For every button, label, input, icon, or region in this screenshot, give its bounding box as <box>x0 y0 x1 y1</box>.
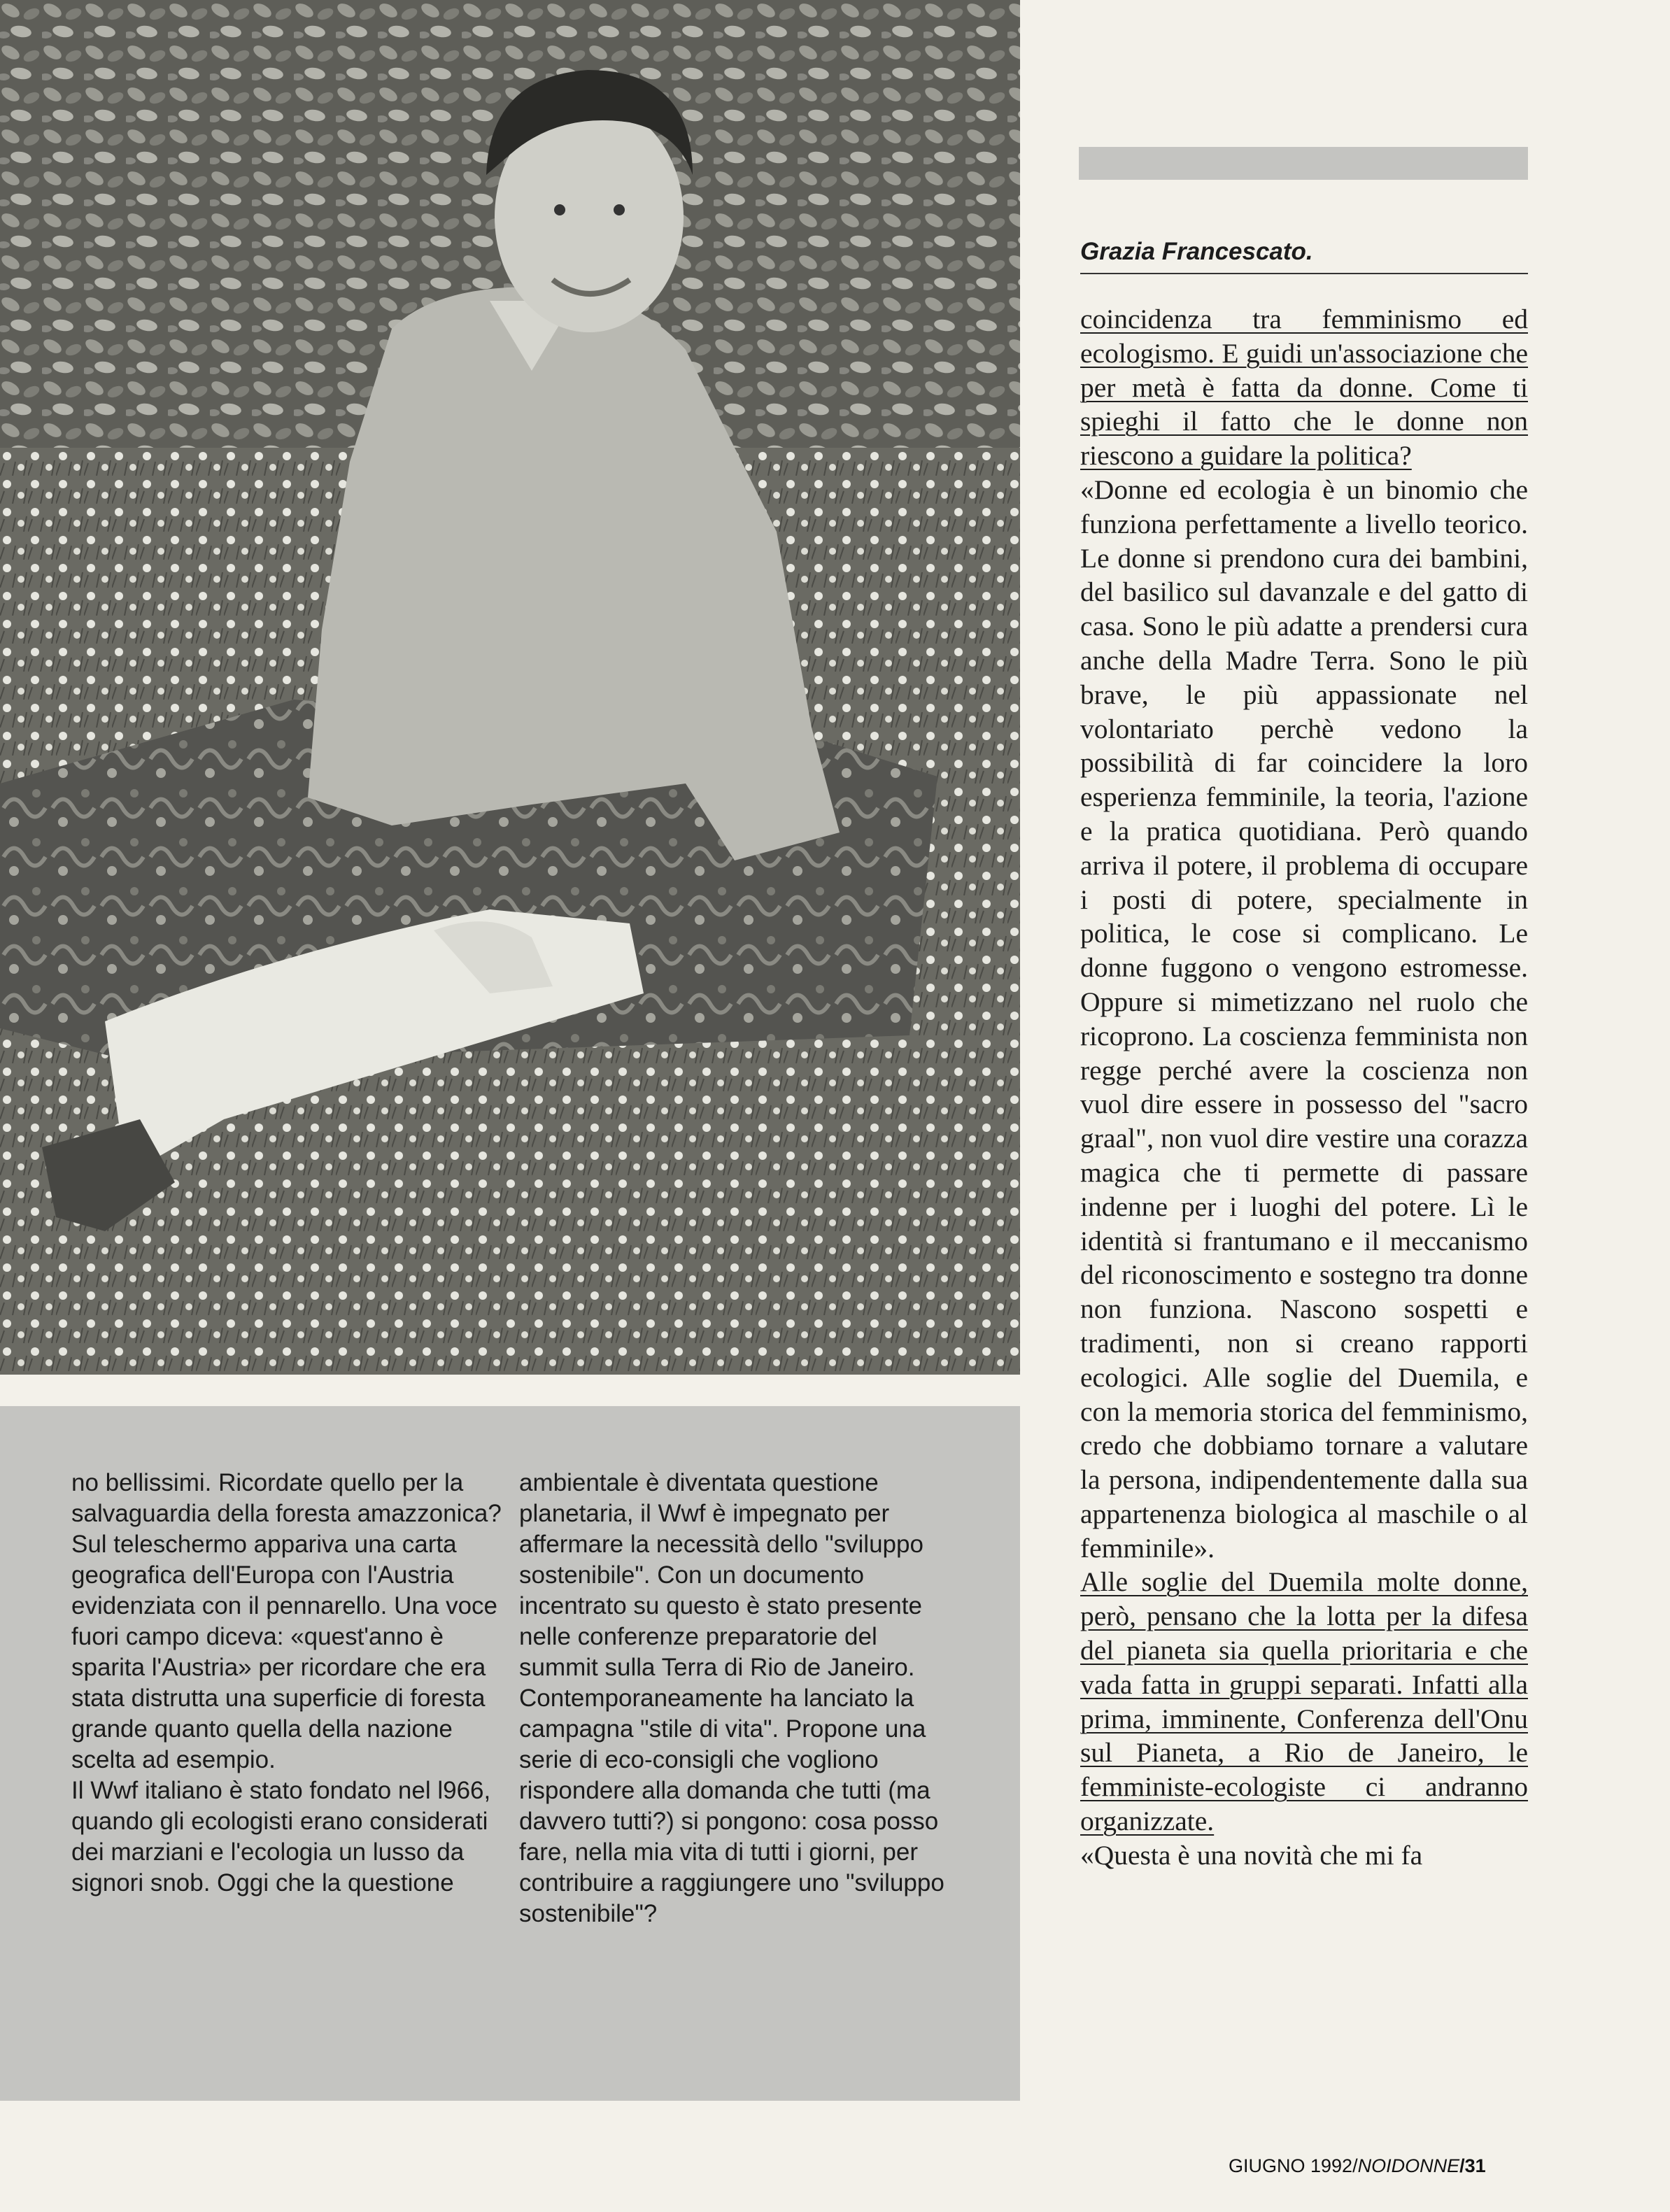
photo-illustration <box>0 0 1020 1375</box>
interview-column <box>1080 302 1528 1873</box>
interview-answer: «Donne ed ecologia è un binomio che funziona perfettamente a livello teorico. Le donne si prendono cura dei bambini, del basilico sul davanzale e del gatto di casa. Sono le più adatte a prendersi cura anche della Madre Terra. Sono le più brave, le più appassionate nel volontariato perchè vedono la possibilità di far coincidere la loro esperienza femminile, la teoria, l'azione e la pratica quotidiana. Però quando arriva il potere, il problema di occupare i posti di potere, specialmente in politica, le cose si complicano. Le donne fuggono o vengono estromesse. Oppure si mimetizzano nel ruolo che ricoprono. La coscienza femminista non regge perché avere la coscienza non vuol dire essere in possesso del "sacro graal", non vuol dire vestire una corazza magica che ti permette di passare indenne per i luoghi del potere. Lì le identità si frantumano e il meccanismo del riconoscimento e sostegno tra donne non funziona. Nascono sospetti e tradimenti, non si creano rapporti ecologici. Alle soglie del Duemila, e con la memoria storica del femminismo, credo che dobbiamo tornare a valutare la persona, indipendentemente dalla sua appartenenza biologica al maschile o al femminile». <box>1080 474 1528 1564</box>
photo-caption: Grazia Francescato. <box>1080 236 1528 274</box>
portrait-photo <box>0 0 1020 1375</box>
paragraph: ambientale è diventata questione planetaria, il Wwf è impegnato per affermare la necessità dello "sviluppo sostenibile". Con un documento incentrato su questo è stato presente nelle conferenze preparatorie del summit sulla Terra di Rio de Janeiro. Contemporaneamente ha lanciato la campagna "stile di vita". Propone una serie di eco-consigli che vogliono rispondere alla domanda che tutti (ma davvero tutti?) si pongono: cosa posso fare, nella mia vita di tutti i giorni, per contribuire a raggiungere uno "sviluppo sostenibile"? <box>519 1469 944 1927</box>
issue-date: GIUGNO 1992/ <box>1229 2155 1358 2176</box>
page-footer <box>1229 2155 1486 2177</box>
interview-question: Alle soglie del Duemila molte donne, però, pensano che la lotta per la difesa del pianeta sia quella prioritaria e che vada fatta in gruppi separati. Infatti alla prima, imminente, Conferenza dell'Onu sul Pianeta, a Rio de Janeiro, le femministe-ecologiste ci andranno organizzate. <box>1080 1566 1528 1837</box>
paragraph: no bellissimi. Ricordate quello per la salvaguardia della foresta amazzonica? Sul teleschermo appariva una carta geografica dell'Europa con l'Austria evidenziata con il pennarello. Una voce fuori campo diceva: «quest'anno è sparita l'Austria» per ricordare che era stata distrutta una superficie di foresta grande quanto quella della nazione scelta ad esempio. <box>71 1469 502 1773</box>
interview-answer: «Questa è una novità che mi fa <box>1080 1839 1423 1871</box>
article-column-left <box>71 1468 505 1899</box>
article-column-middle <box>519 1468 953 1929</box>
decorative-strip <box>1079 147 1528 180</box>
paragraph: Il Wwf italiano è stato fondato nel l966, quando gli ecologisti erano considerati dei marziani e l'ecologia un lusso da signori snob. Oggi che la questione <box>71 1777 491 1896</box>
interview-question: coincidenza tra femminismo ed ecologismo. E guidi un'associazione che per metà è fatta da donne. Come ti spieghi il fatto che le donne non riescono a guidare la politica? <box>1080 304 1528 472</box>
page-number: /31 <box>1459 2155 1486 2176</box>
magazine-name: NOIDONNE <box>1357 2155 1460 2176</box>
